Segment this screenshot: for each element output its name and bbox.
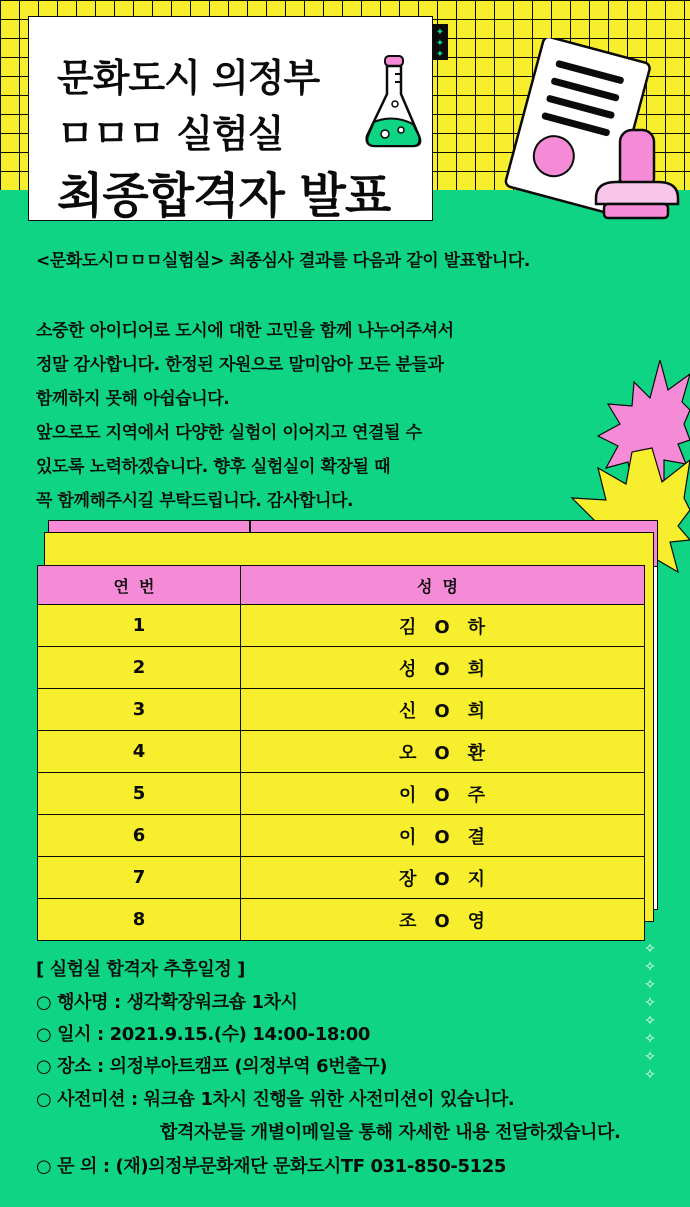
message-line-3: 함께하지 못해 아쉽습니다. (36, 389, 230, 409)
row-number: 6 (38, 815, 241, 857)
title-card (28, 16, 433, 224)
table-row (38, 857, 645, 899)
row-name: 성O희 (241, 647, 645, 689)
table-row (38, 773, 645, 815)
column-header-number: 연번 (38, 566, 241, 605)
row-number: 5 (38, 773, 241, 815)
message-line-2: 정말 감사합니다. 한정된 자원으로 말미암아 모든 분들과 (36, 355, 444, 375)
table-row (38, 899, 645, 941)
row-name: 조O영 (241, 899, 645, 941)
row-name: 김O하 (241, 605, 645, 647)
row-number: 8 (38, 899, 241, 941)
title-line-2: ㅁㅁㅁ 실험실 (57, 112, 284, 156)
sparkle-icon: ✧ ✧ ✧ ✧ ✧ ✧ ✧ ✧ (644, 941, 656, 1083)
row-name: 신O희 (241, 689, 645, 731)
message-line-6: 꼭 함께해주시길 부탁드립니다. 감사합니다. (36, 491, 354, 511)
schedule-heading: [ 실험실 합격자 추후일정 ] (36, 959, 245, 980)
table-row (38, 605, 645, 647)
row-name: 이O주 (241, 773, 645, 815)
row-number: 1 (38, 605, 241, 647)
schedule-item-event: ○ 행사명 : 생각확장워크숍 1차시 (36, 992, 298, 1013)
winners-table (37, 565, 645, 941)
message-line-4: 앞으로도 지역에서 다양한 실험이 이어지고 연결될 수 (36, 423, 422, 443)
table-row (38, 815, 645, 857)
schedule-item-venue: ○ 장소 : 의정부아트캠프 (의정부역 6번출구) (36, 1056, 388, 1077)
row-number: 4 (38, 731, 241, 773)
schedule-item-datetime: ○ 일시 : 2021.9.15.(수) 14:00-18:00 (36, 1024, 371, 1045)
table-row (38, 647, 645, 689)
row-name: 이O결 (241, 815, 645, 857)
row-number: 7 (38, 857, 241, 899)
svg-text:✦: ✦ (435, 27, 445, 38)
row-number: 2 (38, 647, 241, 689)
document-stamp-icon (500, 38, 680, 228)
table-row (38, 689, 645, 731)
table-row (38, 731, 645, 773)
schedule-item-contact: ○ 문 의 : (재)의정부문화재단 문화도시TF 031-850-5125 (36, 1156, 506, 1177)
flask-icon (359, 52, 427, 152)
row-number: 3 (38, 689, 241, 731)
message-line-1: 소중한 아이디어로 도시에 대한 고민을 함께 나누어주셔서 (36, 321, 454, 341)
message-line-5: 있도록 노력하겠습니다. 향후 실험실이 확장될 때 (36, 457, 391, 477)
title-line-1: 문화도시 의정부 (57, 56, 320, 100)
sparkle-strip (432, 24, 448, 60)
title-line-3: 최종합격자 발표 (57, 168, 391, 224)
column-header-name: 성명 (241, 566, 645, 605)
row-name: 장O지 (241, 857, 645, 899)
table-header-row (38, 566, 645, 605)
row-name: 오O환 (241, 731, 645, 773)
schedule-item-mission-detail: 합격자분들 개별이메일을 통해 자세한 내용 전달하겠습니다. (160, 1122, 621, 1143)
svg-text:✦: ✦ (435, 38, 445, 49)
schedule-item-mission: ○ 사전미션 : 워크숍 1차시 진행을 위한 사전미션이 있습니다. (36, 1089, 515, 1110)
intro-text: <문화도시ㅁㅁㅁ실험실> 최종심사 결과를 다음과 같이 발표합니다. (36, 251, 530, 271)
svg-text:✦: ✦ (435, 49, 445, 60)
